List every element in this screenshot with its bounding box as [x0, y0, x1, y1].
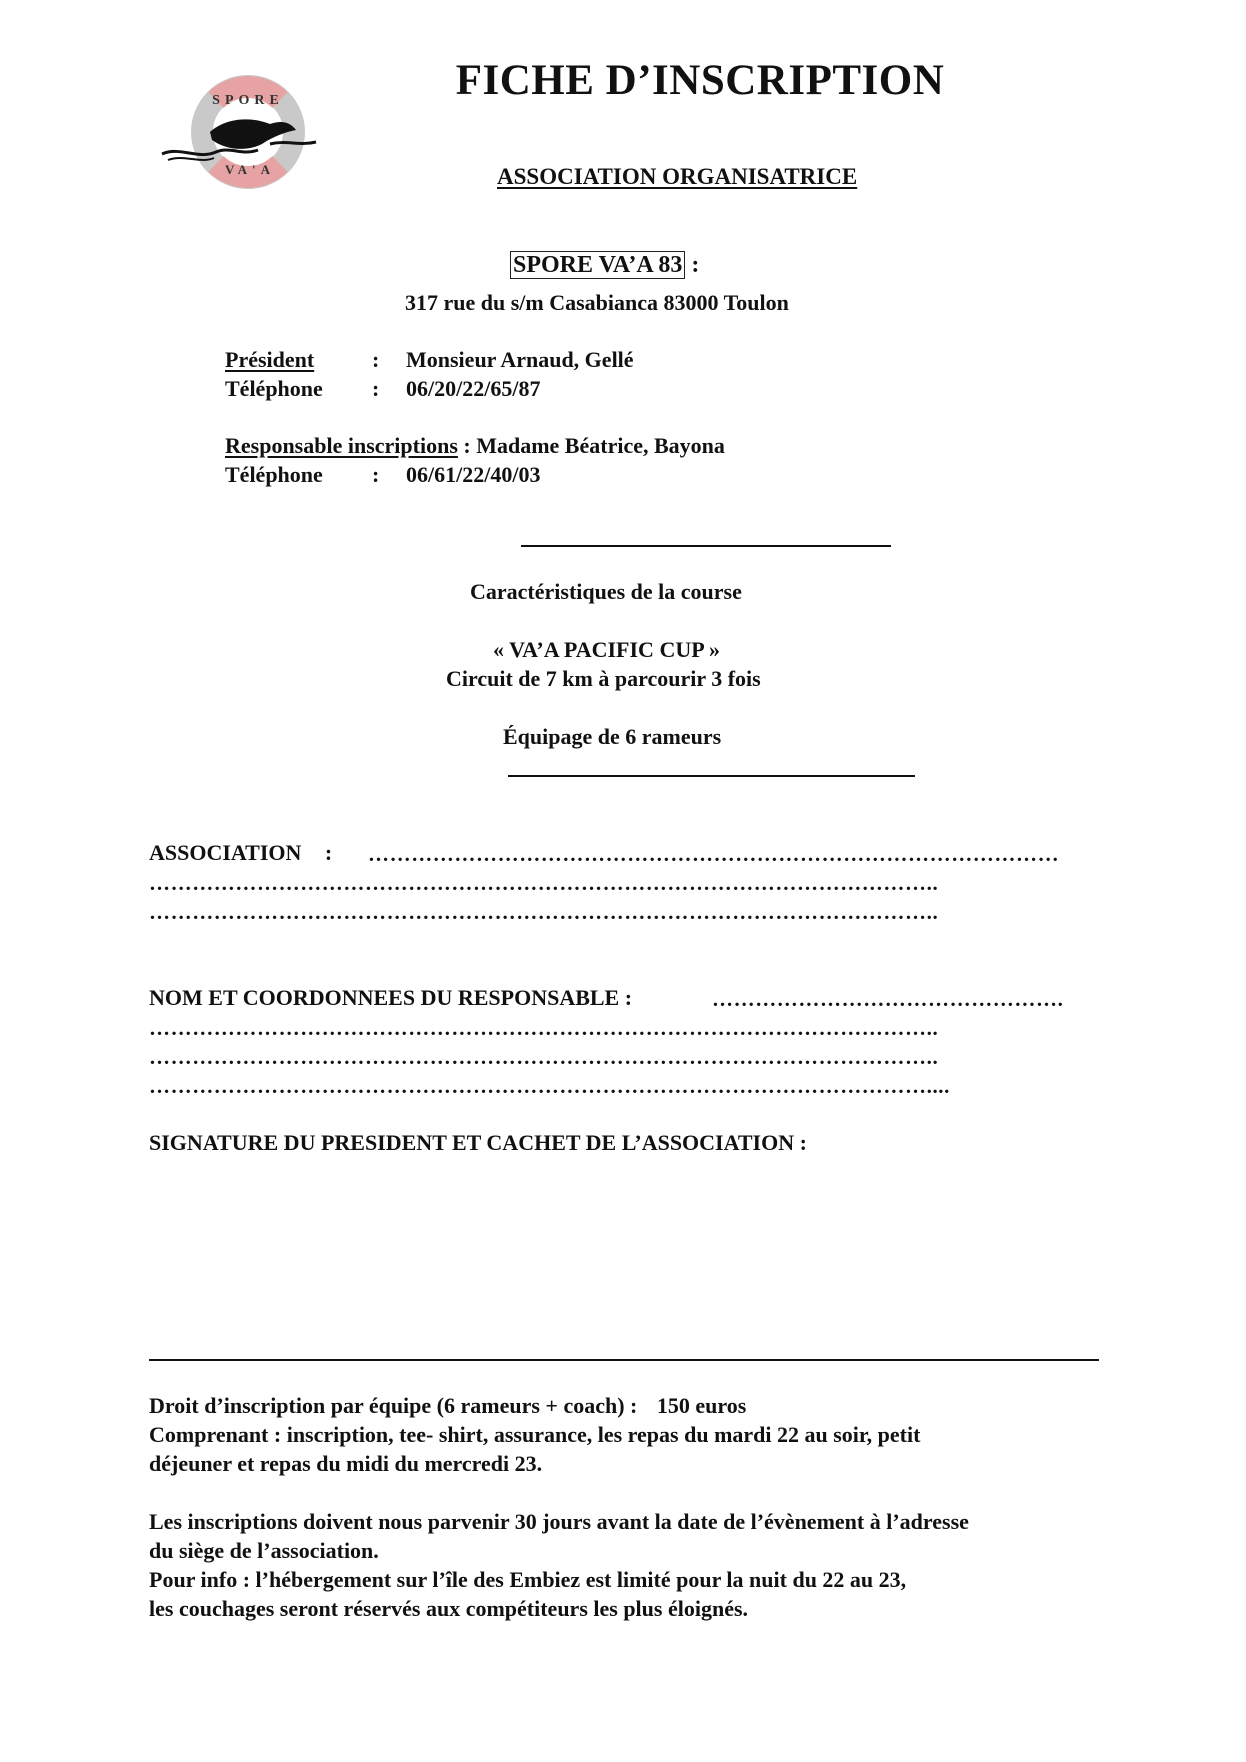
responsable-label: NOM ET COORDONNEES DU RESPONSABLE : — [149, 985, 633, 1010]
logo-bottom-text: VA'A — [224, 162, 276, 177]
race-circuit: Circuit de 7 km à parcourir 3 fois — [446, 666, 761, 691]
responsable-field-line-3[interactable]: ……………………………………………………………………………………………….. — [149, 1045, 939, 1069]
association-sep: : — [324, 840, 333, 865]
association-field-line-2[interactable]: ……………………………………………………………………………………………….. — [149, 871, 939, 895]
registrar-line — [225, 433, 725, 459]
info-line-3: Pour info : l’hébergement sur l’île des Embiez est limité pour la nuit du 22 au 23, — [149, 1567, 907, 1592]
fees-line-3: déjeuner et repas du midi du mercredi 23. — [149, 1451, 543, 1476]
divider-top — [521, 545, 891, 547]
president-sep: : — [372, 347, 380, 372]
logo-top-text: SPORE — [212, 93, 284, 108]
fees-amount: 150 euros — [656, 1393, 747, 1418]
info-line-1: Les inscriptions doivent nous parvenir 30 jours avant la date de l’évènement à l’adresse — [149, 1509, 969, 1534]
phone2-label: Téléphone — [225, 462, 323, 487]
phone-value: 06/20/22/65/87 — [406, 376, 541, 401]
fees-line-1 — [149, 1393, 746, 1419]
phone-label: Téléphone — [225, 376, 323, 401]
president-label: Président — [225, 347, 315, 372]
page-title: FICHE D’INSCRIPTION — [455, 57, 945, 104]
responsable-field-line-2[interactable]: ……………………………………………………………………………………………….. — [149, 1016, 939, 1040]
association-field-line-1[interactable]: …………………………………………………………………………………… — [368, 842, 1060, 866]
divider-bottom — [149, 1359, 1099, 1361]
president-value: Monsieur Arnaud, Gellé — [406, 347, 634, 372]
association-field-line-3[interactable]: ……………………………………………………………………………………………….. — [149, 900, 939, 924]
signature-label: SIGNATURE DU PRESIDENT ET CACHET DE L’ASSOCIATION : — [149, 1130, 807, 1155]
info-line-4: les couchages seront réservés aux compétiteurs les plus éloignés. — [149, 1596, 749, 1621]
race-crew: Équipage de 6 rameurs — [503, 724, 722, 749]
registrar-value: : Madame Béatrice, Bayona — [463, 433, 725, 458]
organizer-name-line — [510, 252, 699, 279]
responsable-field-line-1[interactable]: …………………………………………. — [712, 987, 1064, 1011]
organizer-name: SPORE VA’A 83 — [510, 251, 685, 279]
organizer-heading: ASSOCIATION ORGANISATRICE — [497, 164, 858, 189]
organizer-name-suffix: : — [691, 252, 700, 278]
race-heading: Caractéristiques de la course — [470, 579, 742, 604]
association-label-line — [149, 840, 332, 866]
phone2-sep: : — [372, 462, 380, 487]
fees-label: Droit d’inscription par équipe (6 rameurs + coach) : — [149, 1393, 638, 1418]
organizer-address: 317 rue du s/m Casabianca 83000 Toulon — [405, 290, 789, 315]
divider-middle — [508, 775, 915, 777]
info-line-2: du siège de l’association. — [149, 1538, 379, 1563]
fees-line-2: Comprenant : inscription, tee- shirt, assurance, les repas du mardi 22 au soir, petit — [149, 1422, 921, 1447]
phone2-value: 06/61/22/40/03 — [406, 462, 541, 487]
signature-area[interactable] — [149, 1165, 1099, 1340]
responsable-field-line-4[interactable]: ……………………………………………………………………………………………….... — [149, 1074, 950, 1098]
association-label: ASSOCIATION — [149, 840, 302, 865]
registrar-label: Responsable inscriptions — [225, 433, 458, 458]
race-name: « VA’A PACIFIC CUP » — [493, 637, 720, 662]
phone-sep: : — [372, 376, 380, 401]
